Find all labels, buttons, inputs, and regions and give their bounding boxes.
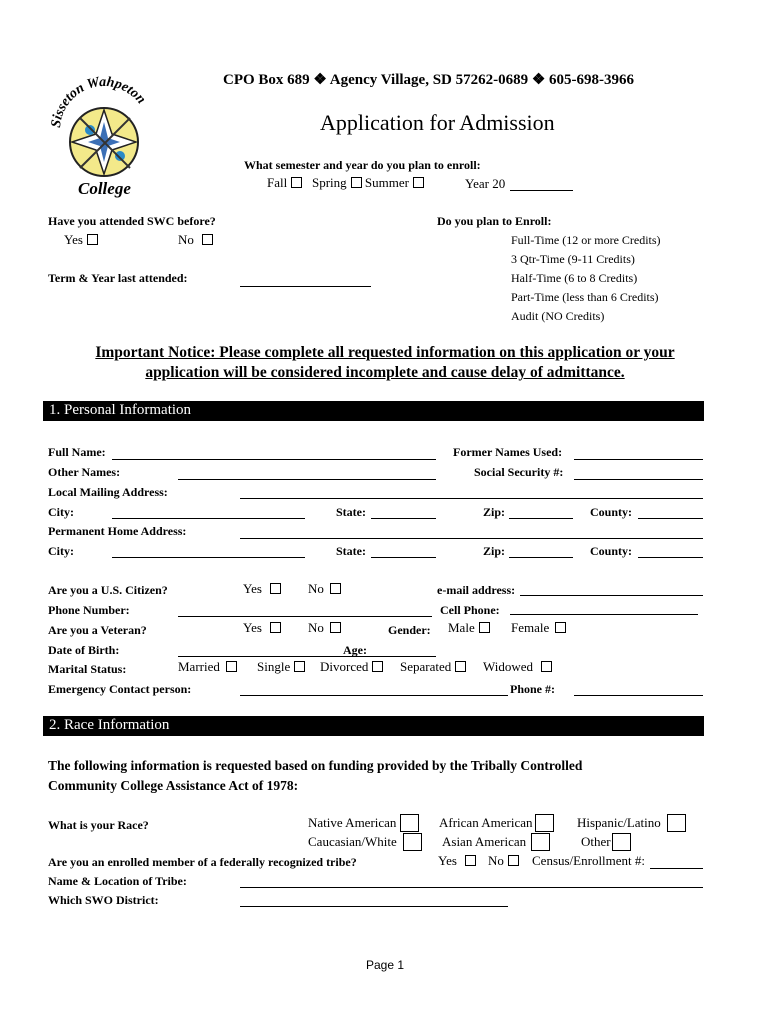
ssn-label: Social Security #: xyxy=(474,465,564,479)
married-label: Married xyxy=(178,659,220,674)
county2-field[interactable] xyxy=(638,557,703,558)
page-title: Application for Admission xyxy=(320,110,555,135)
fall-label: Fall xyxy=(267,175,288,190)
local-address-field[interactable] xyxy=(240,498,703,499)
widowed-label: Widowed xyxy=(483,659,534,674)
zip-field[interactable] xyxy=(509,518,573,519)
other-race-label: Other xyxy=(581,834,611,849)
tribe-no xyxy=(488,853,519,869)
zip-label: Zip: xyxy=(483,505,506,519)
male-checkbox[interactable] xyxy=(479,622,490,633)
city2-field[interactable] xyxy=(112,557,305,558)
city-field[interactable] xyxy=(112,518,305,519)
marital-widowed xyxy=(483,659,552,675)
emergency-field[interactable] xyxy=(240,695,508,696)
native-american-checkbox[interactable] xyxy=(400,814,419,832)
former-names-field[interactable] xyxy=(574,459,703,460)
term-year-field[interactable] xyxy=(240,286,371,287)
enroll-option-3qtr[interactable]: 3 Qtr-Time (9-11 Credits) xyxy=(511,252,635,266)
citizen-no xyxy=(308,581,341,597)
dob-label: Date of Birth: xyxy=(48,643,120,657)
other-names-label: Other Names: xyxy=(48,465,121,479)
hispanic-label: Hispanic/Latino xyxy=(577,815,661,830)
permanent-address-label: Permanent Home Address: xyxy=(48,524,187,538)
spring-checkbox[interactable] xyxy=(351,177,362,188)
citizen-no-label: No xyxy=(308,581,324,596)
veteran-yes xyxy=(243,620,281,636)
gender-female xyxy=(511,620,566,636)
enroll-option-audit[interactable]: Audit (NO Credits) xyxy=(511,309,605,323)
attended-question: Have you attended SWC before? xyxy=(48,214,216,228)
tribe-question: Are you an enrolled member of a federally recognized tribe? xyxy=(48,855,357,869)
race-intro-line1: The following information is requested based on funding provided by the Tribally Controlled xyxy=(48,758,583,773)
citizen-no-checkbox[interactable] xyxy=(330,583,341,594)
widowed-checkbox[interactable] xyxy=(541,661,552,672)
county2-label: County: xyxy=(590,544,633,558)
marital-single xyxy=(257,659,305,675)
zip2-label: Zip: xyxy=(483,544,506,558)
male-label: Male xyxy=(448,620,475,635)
veteran-no xyxy=(308,620,341,636)
caucasian-label: Caucasian/White xyxy=(308,834,397,849)
phone-num-label: Phone #: xyxy=(510,682,555,696)
tribe-yes xyxy=(438,853,476,869)
personal-info-header xyxy=(43,401,704,421)
spring-label: Spring xyxy=(311,175,347,190)
separated-checkbox[interactable] xyxy=(455,661,466,672)
logo-text-top: Sisseton Wahpeton xyxy=(50,74,149,129)
native-american-label: Native American xyxy=(308,815,397,830)
cell-label: Cell Phone: xyxy=(440,603,500,617)
enroll-option-halftime[interactable]: Half-Time (6 to 8 Credits) xyxy=(511,271,638,285)
separated-label: Separated xyxy=(400,659,452,674)
important-notice-line2: application will be considered incomplete and cause delay of admittance. xyxy=(145,364,625,381)
african-american-label: African American xyxy=(439,815,533,830)
attended-yes-checkbox[interactable] xyxy=(87,234,98,245)
marital-label: Marital Status: xyxy=(48,662,127,676)
year-field[interactable] xyxy=(510,190,573,191)
single-label: Single xyxy=(257,659,291,674)
veteran-label: Are you a Veteran? xyxy=(48,623,147,637)
single-checkbox[interactable] xyxy=(294,661,305,672)
tribe-name-field[interactable] xyxy=(240,887,703,888)
hispanic-checkbox[interactable] xyxy=(667,814,686,832)
phone-num-field[interactable] xyxy=(574,695,703,696)
tribe-no-label: No xyxy=(488,853,504,868)
phone-field[interactable] xyxy=(178,616,432,617)
attended-no-checkbox[interactable] xyxy=(202,234,213,245)
citizen-yes xyxy=(243,581,281,597)
full-name-label: Full Name: xyxy=(48,445,106,459)
local-address-label: Local Mailing Address: xyxy=(48,485,168,499)
marital-married xyxy=(178,659,237,675)
fall-checkbox[interactable] xyxy=(291,177,302,188)
enroll-option-parttime[interactable]: Part-Time (less than 6 Credits) xyxy=(511,290,659,304)
race-info-heading: 2. Race Information xyxy=(49,717,170,733)
cell-field[interactable] xyxy=(510,614,698,615)
veteran-no-label: No xyxy=(308,620,324,635)
full-name-field[interactable] xyxy=(112,459,436,460)
tribe-yes-label: Yes xyxy=(438,853,457,868)
attended-yes-label: Yes xyxy=(64,232,83,247)
census-field[interactable] xyxy=(650,868,703,869)
veteran-yes-checkbox[interactable] xyxy=(270,622,281,633)
race-info-header xyxy=(43,716,704,736)
emergency-label: Emergency Contact person: xyxy=(48,682,192,696)
race-intro-line2: Community College Assistance Act of 1978: xyxy=(48,778,299,793)
state2-label: State: xyxy=(336,544,366,558)
enroll-question: Do you plan to Enroll: xyxy=(437,214,552,228)
citizen-label: Are you a U.S. Citizen? xyxy=(48,583,168,597)
citizen-yes-label: Yes xyxy=(243,581,262,596)
term-year-label: Term & Year last attended: xyxy=(48,271,188,285)
state2-field[interactable] xyxy=(371,557,436,558)
veteran-yes-label: Yes xyxy=(243,620,262,635)
semester-question: What semester and year do you plan to enroll: xyxy=(244,158,481,172)
african-american-checkbox[interactable] xyxy=(535,814,554,832)
marital-separated xyxy=(400,659,466,675)
former-names-label: Former Names Used: xyxy=(453,445,563,459)
important-notice-line1: Important Notice: Please complete all requested information on this application or your xyxy=(95,344,675,361)
county-field[interactable] xyxy=(638,518,703,519)
age-field[interactable] xyxy=(371,656,436,657)
enroll-option-fulltime[interactable]: Full-Time (12 or more Credits) xyxy=(511,233,661,247)
district-label: Which SWO District: xyxy=(48,893,159,907)
state-field[interactable] xyxy=(371,518,436,519)
phone-label: Phone Number: xyxy=(48,603,130,617)
female-label: Female xyxy=(511,620,550,635)
other-race-checkbox[interactable] xyxy=(612,833,631,851)
semester-options xyxy=(267,175,424,191)
age-label: Age: xyxy=(343,643,367,657)
race-question: What is your Race? xyxy=(48,818,149,832)
year-label: Year 20 xyxy=(465,176,506,191)
marital-divorced xyxy=(320,659,383,675)
page-number: Page 1 xyxy=(365,958,405,972)
attended-yes xyxy=(64,232,98,248)
divorced-label: Divorced xyxy=(320,659,369,674)
asian-american-checkbox[interactable] xyxy=(531,833,550,851)
caucasian-checkbox[interactable] xyxy=(403,833,422,851)
tribe-name-label: Name & Location of Tribe: xyxy=(48,874,187,888)
married-checkbox[interactable] xyxy=(226,661,237,672)
citizen-yes-checkbox[interactable] xyxy=(270,583,281,594)
email-label: e-mail address: xyxy=(437,583,516,597)
city-label: City: xyxy=(48,505,74,519)
gender-label: Gender: xyxy=(388,623,431,637)
tribe-yes-checkbox[interactable] xyxy=(465,855,476,866)
asian-american-label: Asian American xyxy=(442,834,527,849)
city2-label: City: xyxy=(48,544,74,558)
summer-checkbox[interactable] xyxy=(413,177,424,188)
ssn-field[interactable] xyxy=(574,479,703,480)
email-field[interactable] xyxy=(520,595,703,596)
attended-no xyxy=(178,232,213,248)
county-label: County: xyxy=(590,505,633,519)
college-logo xyxy=(50,72,158,200)
veteran-no-checkbox[interactable] xyxy=(330,622,341,633)
zip2-field[interactable] xyxy=(509,557,573,558)
summer-label: Summer xyxy=(364,175,409,190)
state-label: State: xyxy=(336,505,366,519)
tribe-no-checkbox[interactable] xyxy=(508,855,519,866)
gender-male xyxy=(448,620,490,636)
college-address: CPO Box 689 ❖ Agency Village, SD 57262-0689 ❖ 605-698-3966 xyxy=(223,72,635,88)
logo-text-bottom: College xyxy=(78,179,131,198)
other-names-field[interactable] xyxy=(178,479,436,480)
census-label: Census/Enrollment #: xyxy=(532,853,646,868)
divorced-checkbox[interactable] xyxy=(372,661,383,672)
female-checkbox[interactable] xyxy=(555,622,566,633)
permanent-address-field[interactable] xyxy=(240,538,703,539)
personal-info-heading: 1. Personal Information xyxy=(49,402,192,418)
attended-no-label: No xyxy=(178,232,194,247)
district-field[interactable] xyxy=(240,906,508,907)
